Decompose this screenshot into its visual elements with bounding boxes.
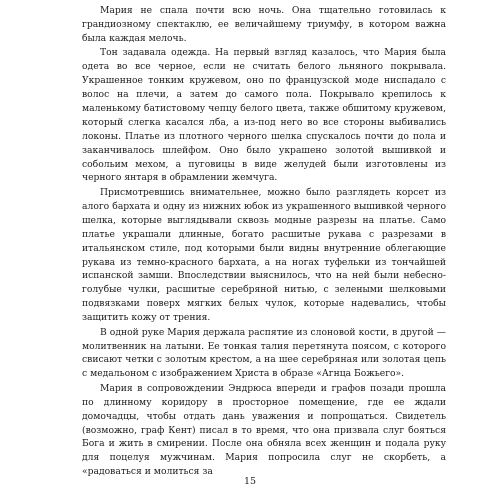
- book-page-text: [82, 4, 446, 480]
- page-number: 15: [243, 476, 257, 487]
- paragraph-2: Тон задавала одежда. На первый взгляд казалось, что Мария была одета во все черное, если не считать белого льняного покрывала. Украшенное тонким кружевом, оно по французской моде ниспадало с волос на плечи, а затем до самого пола. Покрывало крепилось к маленькому батистовому чепцу белого цвета, также обшитому кружевом, который слегка касался лба, а из-под него во все стороны выбивались локоны. Платье из плотного черного шелка спускалось почти до пола и заканчивалось шлейфом. Оно было украшено золотой вышивкой и собольим мехом, а пуговицы в виде желудей были изготовлены из черного янтаря в обрамлении жемчуга.: [82, 47, 446, 184]
- paragraph-1: Мария не спала почти всю ночь. Она тщательно готовилась к грандиозному спектаклю, ее величайшему триумфу, в котором важна была каждая мелочь.: [82, 5, 446, 44]
- paragraph-5: Мария в сопровождении Эндрюса впереди и графов позади прошла по длинному коридору в просторное помещение, где ее ждали домочадцы, чтобы отдать дань уважения и попрощаться. Свидетель (возможно, граф Кент) писал в то время, что она призвала слуг бояться Бога и жить в смирении. После она обняла всех женщин и подала руку для поцелуя мужчинам. Мария попросила слуг не скорбеть, а «радоваться и молиться за: [82, 382, 446, 478]
- paragraph-3: Присмотревшись внимательнее, можно было разглядеть корсет из алого бархата и одну из нижних юбок из украшенного вышивкой черного шелка, которые выглядывали сквозь модные разрезы на платье. Само платье украшали длинные, богато расшитые рукава с разрезами в итальянском стиле, под которыми были видны внутренние облегающие рукава из темно-красного бархата, а на ногах туфельки из тончайшей испанской замши. Впоследствии выяснилось, что на ней были небесно-голубые чулки, расшитые серебряной нитью, с зелеными шелковыми подвязками поверх мягких белых чулок, которые надевались, чтобы защитить кожу от трения.: [82, 186, 446, 324]
- paragraph-4: В одной руке Мария держала распятие из слоновой кости, в другой — молитвенник на латыни. Ее тонкая талия перетянута поясом, с которого свисают четки с золотым крестом, а на шее серебряная или золотая цепь с медальоном с изображением Христа в образе «Агнца Божьего».: [82, 326, 446, 380]
